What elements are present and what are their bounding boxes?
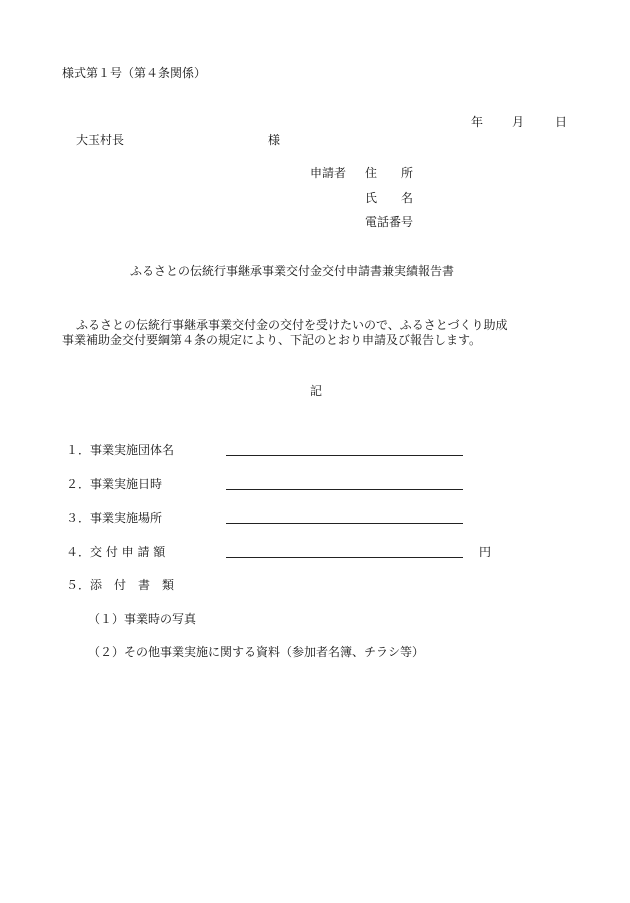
applicant-address-label: 住 所: [365, 166, 414, 180]
item-4-unit: 円: [479, 545, 492, 559]
date-month-label: 月: [512, 115, 525, 129]
item-1-blank: [226, 455, 463, 456]
form-number: 様式第１号（第４条関係）: [62, 66, 207, 80]
item-4-label: ４．交 付 申 請 額: [66, 545, 166, 559]
item-2-blank: [226, 489, 463, 490]
document-title: ふるさとの伝統行事継承事業交付金交付申請書兼実績報告書: [130, 264, 455, 278]
body-line-1: ふるさとの伝統行事継承事業交付金の交付を受けたいので、ふるさとづくり助成: [76, 318, 508, 332]
ki-heading: 記: [310, 384, 323, 398]
item-3-label: ３．事業実施場所: [66, 511, 163, 525]
body-line-2: 事業補助金交付要綱第４条の規定により、下記のとおり申請及び報告します。: [62, 333, 482, 347]
applicant-name-label: 氏 名: [365, 191, 414, 205]
attachment-1: （１）事業時の写真: [88, 612, 197, 626]
item-3-blank: [226, 523, 463, 524]
addressee-name: 大玉村長: [76, 133, 125, 147]
item-5-label: ５．添 付 書 類: [66, 578, 175, 592]
applicant-phone-label: 電話番号: [365, 215, 414, 229]
attachment-2: （２）その他事業実施に関する資料（参加者名簿、チラシ等）: [88, 645, 425, 659]
applicant-label: 申請者: [310, 166, 347, 180]
item-1-label: １．事業実施団体名: [66, 443, 175, 457]
item-4-blank: [226, 557, 463, 558]
date-year-label: 年: [471, 115, 484, 129]
item-2-label: ２．事業実施日時: [66, 477, 163, 491]
addressee-honorific: 様: [268, 133, 281, 147]
date-day-label: 日: [555, 115, 568, 129]
